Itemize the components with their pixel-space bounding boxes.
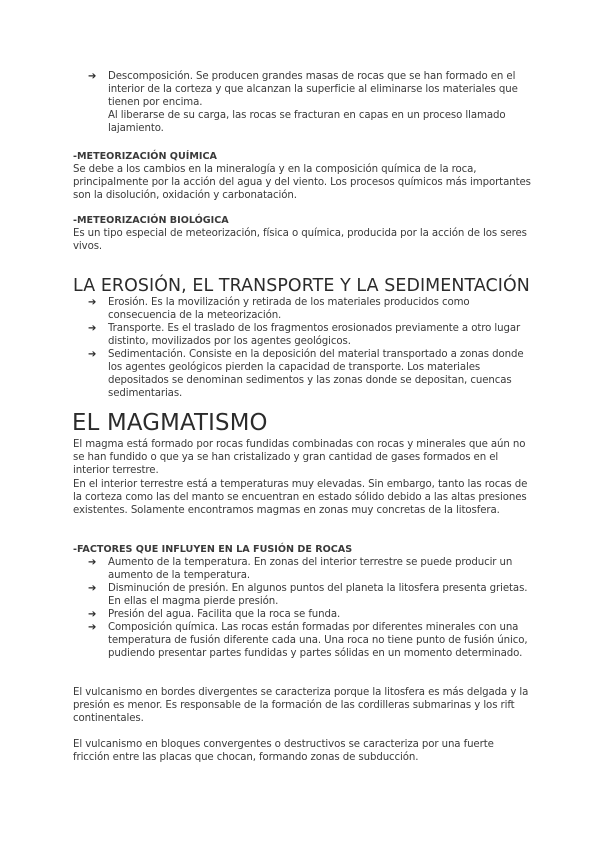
arrow-bullet-icon: ➔: [88, 323, 97, 334]
list-item-extra: Al liberarse de su carga, las rocas se fracturan en capas en un proceso llamado lajamiento.: [108, 110, 506, 134]
paragraph: En el interior terrestre está a temperaturas muy elevadas. Sin embargo, tanto las rocas de la corteza como las del manto se encuentran en estado sólido debido a las altas presiones existentes. Solamente encontramos magmas en zonas muy concretas de la litosfera.: [73, 479, 528, 516]
section-heading: EL MAGMATISMO: [72, 410, 268, 436]
section-subtitle: -METEORIZACIÓN BIOLÓGICA: [73, 215, 229, 226]
section-subtitle: -FACTORES QUE INFLUYEN EN LA FUSIÓN DE ROCAS: [73, 544, 353, 555]
list-item-text: Sedimentación. Consiste en la deposición del material transportado a zonas donde los agentes geológicos pierden la capacidad de transporte. Los materiales depositados se denominan sedimentos y las zonas donde se depositan, cuencas sedimentarias.: [108, 349, 524, 399]
list-item-text: Presión del agua. Facilita que la roca se funda.: [108, 609, 341, 620]
arrow-bullet-icon: ➔: [88, 583, 97, 594]
paragraph: Se debe a los cambios en la mineralogía y en la composición química de la roca, principalmente por la acción del agua y del viento. Los procesos químicos más importantes son la disolución, oxidación y carbonatación.: [73, 164, 531, 201]
paragraph: El vulcanismo en bordes divergentes se caracteriza porque la litosfera es más delgada y la presión es menor. Es responsable de la formación de las cordilleras submarinas y los rift continentales.: [73, 687, 529, 724]
section-heading: LA EROSIÓN, EL TRANSPORTE Y LA SEDIMENTACIÓN: [73, 276, 530, 296]
arrow-bullet-icon: ➔: [88, 609, 97, 620]
arrow-bullet-icon: ➔: [88, 557, 97, 568]
list-item-text: Transporte. Es el traslado de los fragmentos erosionados previamente a otro lugar distinto, movilizados por los agentes geológicos.: [108, 323, 521, 347]
list-item-text: Composición química. Las rocas están formadas por diferentes minerales con una temperatura de fusión diferente cada una. Una roca no tiene punto de fusión único, pudiendo presentar partes fundidas y partes sólidas en un momento determinado.: [108, 622, 528, 659]
paragraph: Es un tipo especial de meteorización, física o química, producida por la acción de los seres vivos.: [73, 228, 527, 252]
arrow-bullet-icon: ➔: [88, 297, 97, 308]
list-item-text: Aumento de la temperatura. En zonas del interior terrestre se puede producir un aumento de la temperatura.: [108, 557, 513, 581]
arrow-bullet-icon: ➔: [88, 622, 97, 633]
paragraph: El magma está formado por rocas fundidas combinadas con rocas y minerales que aún no se han fundido o que ya se han cristalizado y gran cantidad de gases formados en el interior terrestre.: [73, 439, 526, 476]
list-item-text: Disminución de presión. En algunos puntos del planeta la litosfera presenta grietas. En ellas el magma pierde presión.: [108, 583, 528, 607]
arrow-bullet-icon: ➔: [88, 349, 97, 360]
paragraph: El vulcanismo en bloques convergentes o destructivos se caracteriza por una fuerte fricción entre las placas que chocan, formando zonas de subducción.: [73, 739, 494, 763]
list-item-text: Descomposición. Se producen grandes masas de rocas que se han formado en el interior de la corteza y que alcanzan la superficie al eliminarse los materiales que tienen por encima.: [108, 71, 518, 108]
arrow-bullet-icon: ➔: [88, 71, 97, 82]
section-subtitle: -METEORIZACIÓN QUÍMICA: [73, 151, 217, 162]
list-item-text: Erosión. Es la movilización y retirada de los materiales producidos como consecuencia de la meteorización.: [108, 297, 470, 321]
